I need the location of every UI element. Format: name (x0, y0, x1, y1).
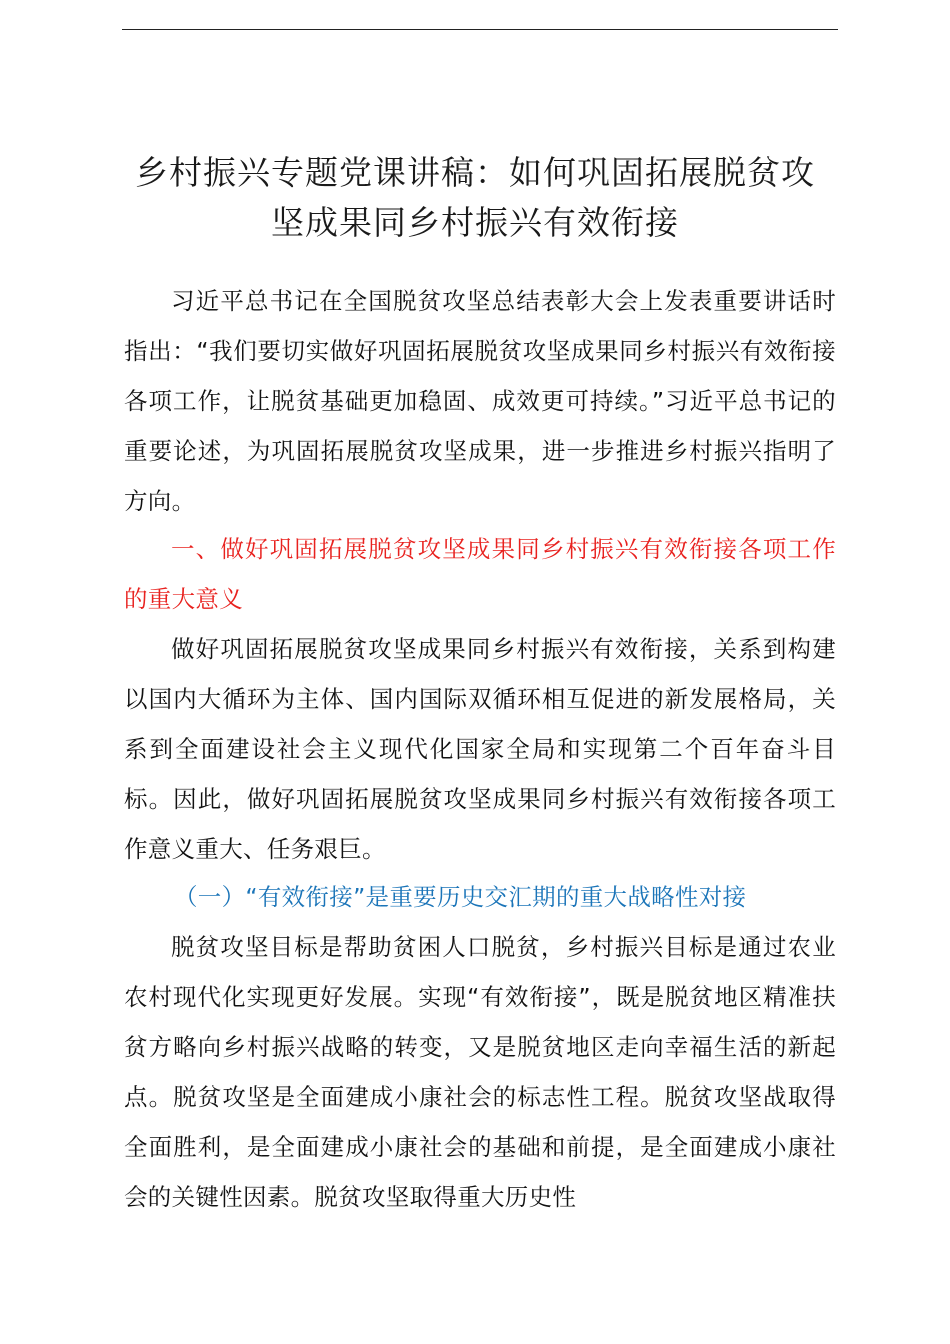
section-1-paragraph: 做好巩固拓展脱贫攻坚成果同乡村振兴有效衔接，关系到构建以国内大循环为主体、国内国际双循环相互促进的新发展格局，关系到全面建设社会主义现代化国家全局和实现第二个百年奋斗目标。因此，做好巩固拓展脱贫攻坚成果同乡村振兴有效衔接各项工作意义重大、任务艰巨。 (124, 635, 836, 863)
subsection-1-heading: （一）“有效衔接”是重要历史交汇期的重大战略性对接 (174, 883, 747, 911)
subsection-1-paragraph: 脱贫攻坚目标是帮助贫困人口脱贫，乡村振兴目标是通过农业农村现代化实现更好发展。实现“有效衔接”，既是脱贫地区精准扶贫方略向乡村振兴战略的转变，又是脱贫地区走向幸福生活的新起点。脱贫攻坚是全面建成小康社会的标志性工程。脱贫攻坚战取得全面胜利，是全面建成小康社会的基础和前提，是全面建成小康社会的关键性因素。脱贫攻坚取得重大历史性 (124, 933, 836, 1211)
intro-paragraph: 习近平总书记在全国脱贫攻坚总结表彰大会上发表重要讲话时指出：“我们要切实做好巩固拓展脱贫攻坚成果同乡村振兴有效衔接各项工作，让脱贫基础更加稳固、成效更可持续。”习近平总书记的重要论述，为巩固拓展脱贫攻坚成果，进一步推进乡村振兴指明了方向。 (124, 287, 836, 515)
section-1-heading: 一、做好巩固拓展脱贫攻坚成果同乡村振兴有效衔接各项工作的重大意义 (124, 535, 836, 613)
document-title (100, 148, 850, 248)
header-rule (122, 29, 838, 30)
title-line-2: 坚成果同乡村振兴有效衔接 (271, 203, 679, 242)
title-line-1: 乡村振兴专题党课讲稿：如何巩固拓展脱贫攻 (135, 153, 815, 192)
